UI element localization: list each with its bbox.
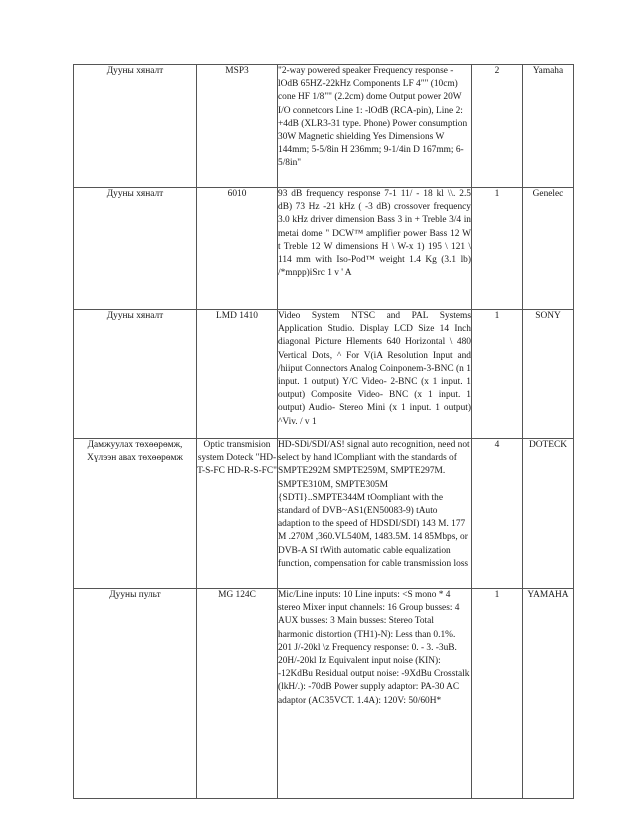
brand-cell: YAMAHA [523,589,574,799]
category-cell: Дууны хяналт [74,65,197,188]
table-row [74,65,574,188]
model-cell: MG 124C [197,589,278,799]
quantity-cell: 4 [472,439,523,589]
model-cell: Optic transmision system Doteck "HD-T-S-FC HD-R-S-FC" [197,439,278,589]
model-cell: 6010 [197,188,278,310]
category-cell: Дамжуулах төхөөрөмж, Хүлээн авах төхөөрөмж [74,439,197,589]
category-cell: Дууны хяналт [74,188,197,310]
quantity-cell: 1 [472,310,523,439]
description-cell: "2-way powered speaker Frequency response - lOdB 65HZ-22kHz Components LF 4"" (10cm) cone HF 1/8"" (2.2cm) dome Output power 20W I/O connetcors Line 1: -lOdB (RCA-pin), Line 2: +4dB (XLR3-31 type. Phone) Power consumption 30W Magnetic shielding Yes Dimensions W 144mm; 5-5/8in H 236mm; 9-1/4in D 167mm; 6-5/8in" [278,65,472,188]
quantity-cell: 1 [472,188,523,310]
quantity-cell: 1 [472,589,523,799]
description-cell: Video System NTSC and PAL Systems Application Studio. Display LCD Size 14 Inch diagonal Picture Hlements 640 Horizontal \ 480 Vertical Dots, ^ For V(iA Resolution Input and /hiiput Connectors Analog Coinponem-3-BNC (n 1 input. 1 output) Y/C Video- 2-BNC (x 1 input. 1 output) Composite Video- BNC (x 1 input. 1 output) Audio- Stereo Mini (x 1 input. 1 output) ^Viv. / v 1 [278,310,472,439]
category-cell: Дууны хяналт [74,310,197,439]
category-cell: Дууны пульт [74,589,197,799]
table-row [74,310,574,439]
table-row [74,188,574,310]
description-cell: Mic/Line inputs: 10 Line inputs: <S mono * 4 stereo Mixer input channels: 16 Group busses: 4 AUX busses: 3 Main busses: Stereo Total harmonic distortion (TH1)-N): Less than 0.1%. 201 J/-20kl \z Frequency response: 0. - 3. -3uB. 20H/-20kl Iz Equivalent input noise (KIN): -12KdBu Residual output noise: -9XdBu Crosstalk (lkH/.): -70dB Power supply adaptor: PA-30 AC adaptor (AC35VCT. 1.4A): 120V: 50/60H* [278,589,472,799]
table-row [74,439,574,589]
description-cell: 93 dB frequency response 7-1 11/ - 18 kl \\. 2.5 dB) 73 Hz -21 kHz ( -3 dB) crossover frequency 3.0 kHz driver dimension Bass 3 in + Treble 3/4 in metai dome " DCW™ amplifier power Bass 12 W t Treble 12 W dimensions H \ W-x 1) 195 \ 121 \ 114 mm with Iso-Pod™ weight 1.4 Kg (3.1 lb) /*mnpp)iSrc 1 v ' A [278,188,472,310]
brand-cell: SONY [523,310,574,439]
model-cell: LMD 1410 [197,310,278,439]
quantity-cell: 2 [472,65,523,188]
brand-cell: DOTECK [523,439,574,589]
brand-cell: Genelec [523,188,574,310]
table-row [74,589,574,799]
equipment-table [73,64,574,799]
brand-cell: Yamaha [523,65,574,188]
description-cell: HD-SDi/SDI/AS! signal auto recognition, need not select by hand lCompliant with the standards of SMPTE292M SMPTE259M, SMPTE297M. SMPTE310M, SMPTE305M {SDTI}..SMPTE344M tOompliant with the standard of DVB~AS1(EN50083-9) tAuto adaption to the speed of HDSDI/SDI) 143 M. 177 M .270M ,360.VL540M, 1483.5M. 14 85Mbps, or DVB-A SI tWith automatic cable equalization function, compensation for cable transmission loss [278,439,472,589]
model-cell: MSP3 [197,65,278,188]
